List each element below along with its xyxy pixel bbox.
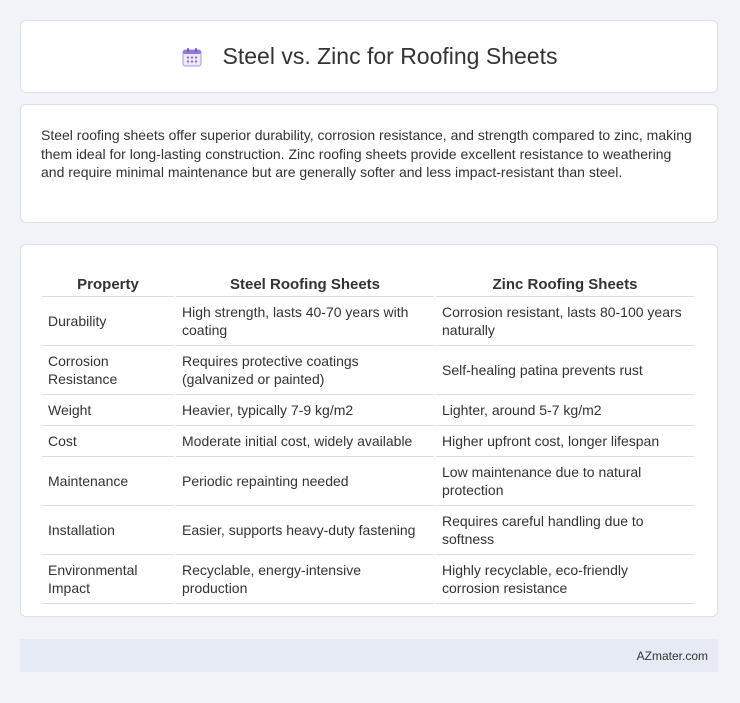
row-property: Cost [42, 426, 174, 457]
comparison-table [40, 267, 696, 604]
row-property: Weight [42, 395, 174, 426]
row-steel: High strength, lasts 40-70 years with coating [176, 297, 434, 346]
header-property: Property [42, 267, 174, 297]
header-zinc: Zinc Roofing Sheets [436, 267, 694, 297]
row-property: Environmental Impact [42, 555, 174, 604]
row-zinc: Self-healing patina prevents rust [436, 346, 694, 395]
comparison-card [20, 244, 718, 617]
title-wrap [181, 43, 558, 70]
table-row [42, 297, 694, 346]
row-zinc: Corrosion resistant, lasts 80-100 years naturally [436, 297, 694, 346]
table-row [42, 457, 694, 506]
row-property: Corrosion Resistance [42, 346, 174, 395]
table-row [42, 395, 694, 426]
footer-bar [20, 639, 718, 672]
row-property: Installation [42, 506, 174, 555]
intro-paragraph: Steel roofing sheets offer superior durability, corrosion resistance, and strength compared to zinc, making them ideal for long-lasting construction. Zinc roofing sheets provide excellent resistance to weathering and require minimal maintenance but are generally softer and less impact-resistant than steel. [41, 127, 692, 180]
row-zinc: Requires careful handling due to softness [436, 506, 694, 555]
table-row [42, 555, 694, 604]
table-header-row [42, 267, 694, 297]
table-row [42, 506, 694, 555]
row-steel: Heavier, typically 7-9 kg/m2 [176, 395, 434, 426]
table-row [42, 346, 694, 395]
row-property: Durability [42, 297, 174, 346]
row-steel: Recyclable, energy-intensive production [176, 555, 434, 604]
row-steel: Easier, supports heavy-duty fastening [176, 506, 434, 555]
row-zinc: Lighter, around 5-7 kg/m2 [436, 395, 694, 426]
page-title: Steel vs. Zinc for Roofing Sheets [222, 43, 558, 69]
calendar-icon [181, 46, 203, 68]
title-card [20, 20, 718, 93]
row-zinc: Highly recyclable, eco-friendly corrosion resistance [436, 555, 694, 604]
row-property: Maintenance [42, 457, 174, 506]
table-row [42, 426, 694, 457]
intro-card [20, 104, 718, 223]
row-steel: Moderate initial cost, widely available [176, 426, 434, 457]
header-steel: Steel Roofing Sheets [176, 267, 434, 297]
row-steel: Requires protective coatings (galvanized or painted) [176, 346, 434, 395]
footer-source: AZmater.com [636, 648, 708, 663]
row-zinc: Low maintenance due to natural protection [436, 457, 694, 506]
row-zinc: Higher upfront cost, longer lifespan [436, 426, 694, 457]
row-steel: Periodic repainting needed [176, 457, 434, 506]
